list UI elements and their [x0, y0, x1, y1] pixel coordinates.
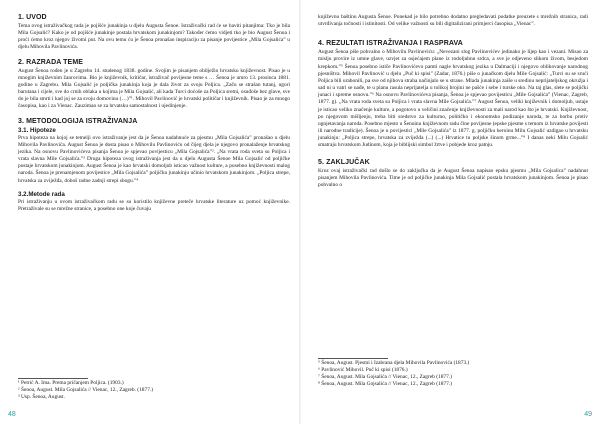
section-continuation: [318, 14, 588, 28]
paragraph-zakljucak: Kroz ovaj istraživački rad došlo se do zaključka da je August Šenoa napisao epsku pjesmu „Mila Gojsalica” nadahnut pisanjem Mihovila Pavlinovića. Time je od poljičke junakinja Mila Gojsalić postala hrvatskom junakinjom. Šenoa je pisao pohvalno o: [318, 167, 588, 188]
section-metodologija: [18, 118, 290, 213]
footnote-rule: [318, 358, 388, 359]
paragraph-hipoteze: Prva hipoteza na kojoj se temelji ovo istraživanje jest da je Šenoa nadahnuće za pjesmu „Mila Gojsalića” pronašao u djelu Mihovila Pavlinovića. August Šenoa je dosta pisao o Mihovilu Pavlinoviću od čijeg djela je njegovo pronalaženje hrvatskog jezika. Na osnovu Pavlinovićeva pisanja Šenoa je spjevao povijesticu „Mila Gojsalića”². „Na vrata roda sveta su Poljica i vrata slavna Mile Gojsalića.”³ Druga hipoteza ovog istraživanja jest da u djelu Augusta Šenoe Mila Gojsalić od poljičke postaje hrvatskom junakinjom. August Šenoa je kao hrvatski domoljub isticao važnost kulture, a posebno književnosti malog naroda. Šenoa je prenamjenom povijestice „Mila Gojsalića” poljičku junakinju učinio hrvatskom junakinjom. „Poljica strepe, hrvatska za zviježđa, doboš radne zadnji strepi sbogu.”⁴: [18, 134, 290, 184]
footnote: ³ Usp. Šenoa, August.: [18, 394, 65, 401]
footnote: ⁸ Šenoa, August. Mila Gojsalića // Vienac, 12., Zagreb (1877.): [318, 381, 452, 388]
footnote: ² Šenoa, August. Mila Gojsalića // Vienac, 12., Zagreb. (1877.): [18, 387, 154, 394]
footnotes-right: [318, 358, 588, 389]
paragraph-metode: Pri istraživanju u ovom istraživačkom radu se su koristilo književne preteče hrvatske literature uz pomoć književnike. Pretraživale su se mrežne stranice, a posebno one koje čuvaju: [18, 198, 290, 212]
heading-metodologija: 3. METODOLOGIJA ISTRAŽIVANJA: [18, 117, 138, 125]
paragraph-rezultati: August Šenoa piše pohvalno o Mihovilu Pavlinoviću: „Nevezani slog Pavlinovićev jedinako je lijep kao i vezani. Misao za mislju provire iz umne glave, uzvjet za osjećajem plane iz rodoljubnu srdca, a sve je odjeveno slikom živom, besjedom krepkom.”⁵ Šenoa posebno ističe Pavlinovićevo pamti nagle hrvatskog jezika u Dalmaciji i njegovo oblikovanje narodnog pjesništva. Mihovil Pavlinović u djelu „Puč ki spisi” (Zadar, 1876.) piše o junačkom djelu Mile Gojsalić: „Turci su se srući Poljica bili urabonili, pa sve od njihova straha načinjalo se u strane. Mlada junakinja zaiše u sredinu neprijateljskog okružja i sad ni u vatri se nađe, te u planu rasula neprijatelja u tolikoj brojini ne pašće i sebe i turske oko. Na taj glas, slete se poljički junaci i spreme osnovu.”⁶ Na osnovu Pavlinovićeva pisanja, Šenoa je spjevao povijesticu „Mile Gojsalića” (Vienac, Zagreb, 1877. g). „Na vrata roda sveta su Poljica i vrata slavna Mile Gojsalića.”⁷ August Šenoa, veliki književnik i domoljub, ustaje je isticao veliko značenje kulture, a pogotovo u veličini značenje književnosti za mali narod kao što je hrvatski. Književnost, po njegovom mišljenju, treba biti sredstvo za kulturno, političko i ekonomsko podizanje naroda, te za borbu protiv ugnjetavanja naroda. Posebno mjesto u Šenoinu književnom radu čine povijesne (epske pjesme s temom iz hrvatske povijesti ili narodne tradicije). Šenoa je u povijestici „Mile Gojsalića” iz 1877. g. poljičku heroinu Milu Gojsalić uzdigao u hrvatsku junakinju: „Poljica strepe, hrvatska za zviježđa (...) (...) Hrvatice tu poljske šinom grme...”⁸ I danas neki Milu Gojsalić smatraju hrvatskom Judinom, koja je biblijski simbol žrtve i pobjede kroz patnju.: [318, 49, 588, 149]
section-rezultati: [318, 40, 588, 149]
right-page: [300, 0, 600, 424]
footnote: ⁵ Šenoa, August. Pjesmi i Izabrana djela Mihovila Pavlinovića (1873.): [318, 360, 470, 366]
page-number-right: 49: [584, 411, 592, 418]
footnote: ⁷ Šenoa, August. Mila Gojsalića // Vienac, 12., Zagreb (1877.): [318, 374, 452, 381]
page-number-left: 48: [8, 411, 16, 418]
footnote: ⁶ Pavlinović Mihovil. Puč ki spisi (1876.): [318, 367, 408, 374]
footnote-rule: [18, 378, 88, 379]
subheading-metode: 3.2.Metode rada: [18, 190, 65, 198]
paragraph-continuation: književnu baštinu Augusta Šenoe. Ponekad je bilo potrebno dodatno pregledavati podatke preuzete s mrežnih stranica, radi utvrđivanja točnosti i istinitosti. Od velike važnosti su bili digitalizirani primjerci časopisa „Vienac”.: [318, 14, 588, 28]
section-zakljucak: [318, 159, 588, 189]
paragraph-razrada: August Šenoa rođen je u Zagrebu 14. studenog 1838. godine. Svojim je pisanjem obilježio hrvatsku književnost. Pisao je u mnogim književnim žanrovima. Bio je književnik, kritičar, istraživač povijesne teme s … Šenoa je umro 13. prosinca 1881. godine u Zagrebu. Mila Gojsalić je poljička junakinja koja je dala život za svoju Poljica. „Začu se strašan tutanj, ugori barutana i cijele, sve do crnih oblaka u kojima je Mila Gojsalić, ali kada Turci doćoše za Poljica sretni, osuđoše bez glave, sve do je bila smrti i kad joj se za svoju domovinu (…)”¹. Mihovil Pavlinović je hrvatski političar i književnik. Pisao je za mnogo časopisa, kao i za Vienac. Zauzimao se za hrvatsku samostalnost i ujedinjenje.: [18, 67, 290, 110]
paragraph-uvod: Tema ovog istraživačkog rada je pojišće junakinja u djelu Augusta Šenoe. Istraživački rad će se baviti pitanjima: Tko je bila Mila Gojsalić? Kako je od pojišće junakinje postala hrvatskom junakinjom? Također ćemo vidjeti tko je bio August Šenoa i proći ćemo kroz njegov životni put. Na ovu temu ću je Šenoa pronašao inspiraciju za pisanje povijestice „Mila Gojsalića” u djelu Mihovila Pavlinovića.: [18, 23, 290, 51]
section-uvod: [18, 14, 290, 52]
heading-razrada: 2. RAZRADA TEME: [18, 58, 84, 66]
footnote: ¹ Petrić A. Ima. Prema pričanjem Poljica. (1903.): [18, 380, 124, 386]
subheading-hipoteze: 3.1. Hipoteze: [18, 126, 56, 134]
section-razrada: [18, 59, 290, 111]
heading-rezultati: 4. REZULTATI ISTRAŽIVANJA I RASPRAVA: [318, 40, 463, 48]
footnotes-left: [18, 378, 290, 401]
heading-zakljucak: 5. ZAKLJUČAK: [318, 158, 370, 166]
heading-uvod: 1. UVOD: [18, 14, 47, 21]
